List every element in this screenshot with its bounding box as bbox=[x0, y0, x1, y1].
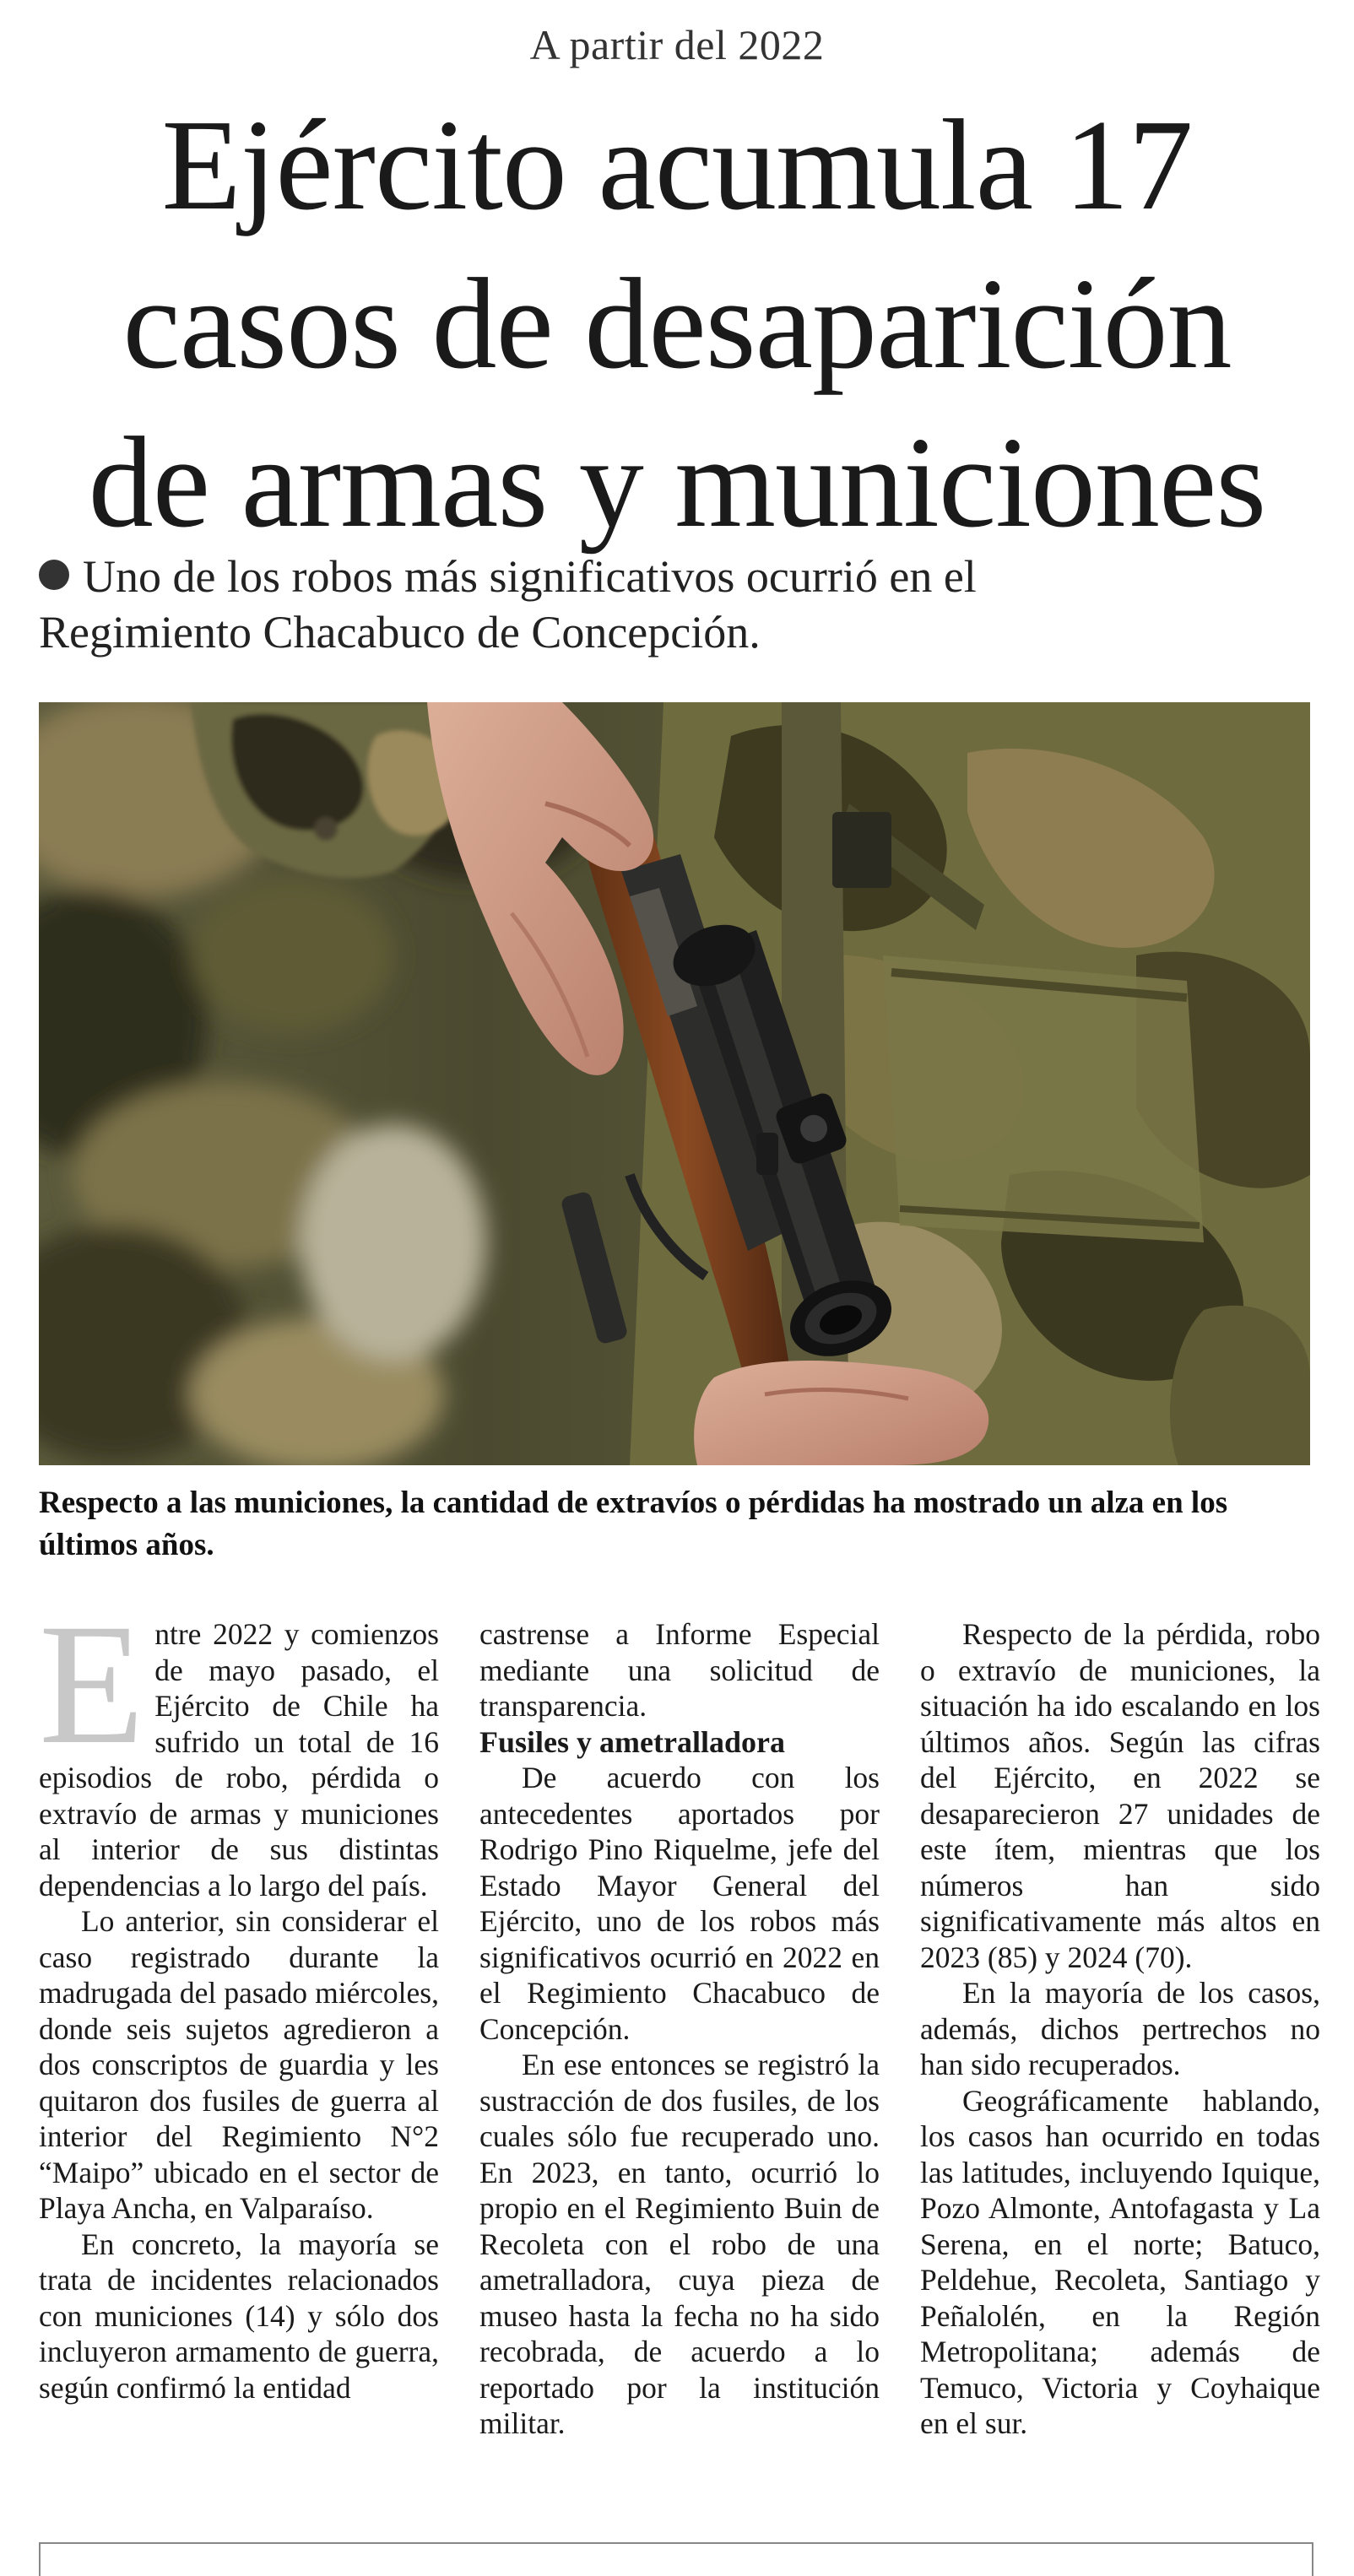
article-paragraph: Respecto de la pérdida, robo o extravío de municiones, la situación ha ido escalando en los últimos años. Según las cifras del Ejército, en 2022 se desaparecieron 27 unidades de este ítem, mientras que los números han sido significativamente más altos en 2023 (85) y 2024 (70). bbox=[920, 1617, 1320, 1974]
article-column-2 bbox=[479, 1616, 880, 2442]
article-paragraph: castrense a Informe Especial mediante una solicitud de transparencia. bbox=[479, 1617, 880, 1723]
article-paragraph: En concreto, la mayoría se trata de incidentes relacionados con municiones (14) y sólo dos incluyeron armamento de guerra, según confirmó la entidad bbox=[39, 2227, 439, 2405]
soldier-rifle-photo bbox=[39, 702, 1310, 1465]
headline-line-2: casos de desaparición bbox=[122, 252, 1232, 396]
deck bbox=[39, 549, 1305, 660]
headline bbox=[34, 86, 1320, 562]
deck-line-1: Uno de los robos más significativos ocurrió en el bbox=[83, 551, 977, 602]
article-paragraph: En la mayoría de los casos, además, dichos pertrechos no han sido recuperados. bbox=[920, 1976, 1320, 2081]
photo-caption: Respecto a las municiones, la cantidad de extravíos o pérdidas ha mostrado un alza en los últimos años. bbox=[39, 1486, 1228, 1562]
headline-line-1: Ejército acumula 17 bbox=[161, 94, 1193, 237]
drop-cap: E bbox=[39, 1588, 145, 1780]
bottom-border-left bbox=[39, 2542, 41, 2576]
kicker: A partir del 2022 bbox=[529, 21, 825, 68]
article-paragraph bbox=[39, 1588, 439, 1903]
article-paragraph: Lo anterior, sin considerar el caso registrado durante la madrugada del pasado miércoles, donde seis sujetos agredieron a dos conscriptos de guardia y les quitaron dos fusiles de guerra al interior del Regimiento N°2 “Maipo” ubicado en el sector de Playa Ancha, en Valparaíso. bbox=[39, 1904, 439, 2225]
article-body bbox=[39, 1588, 1320, 2528]
article-column-1 bbox=[39, 1588, 439, 2406]
bottom-border-right bbox=[1312, 2542, 1313, 2576]
deck-line-2: Regimiento Chacabuco de Concepción. bbox=[39, 607, 761, 658]
bullet-icon bbox=[39, 560, 69, 590]
article-paragraph: De acuerdo con los antecedentes aportados por Rodrigo Pino Riquelme, jefe del Estado Mayor General del Ejército, uno de los robos más significativos ocurrió en 2022 en el Regimiento Chacabuco de Concepción. bbox=[479, 1761, 880, 2046]
bottom-border bbox=[39, 2542, 1313, 2544]
section-subheading: Fusiles y ametralladora bbox=[479, 1724, 785, 1759]
article-column-3 bbox=[920, 1616, 1320, 2442]
paragraph-text: ntre 2022 y comienzos de mayo pasado, el Ejército de Chile ha sufrido un total de 16 episodios de robo, pérdida o extravío de armas y municiones al interior de sus distintas dependencias a lo largo del país. bbox=[39, 1617, 439, 1902]
article-paragraph: Geográficamente hablando, los casos han ocurrido en todas las latitudes, incluyendo Iquique, Pozo Almonte, Antofagasta y La Serena, en el norte; Batuco, Peldehue, Recoleta, Santiago y Peñalolén, en la Región Metropolitana; además de Temuco, Victoria y Coyhaique en el sur. bbox=[920, 2083, 1320, 2440]
article-paragraph: En ese entonces se registró la sustracción de dos fusiles, de los cuales sólo fue recuperado uno. En 2023, en tanto, ocurrió lo propio en el Regimiento Buin de Recoleta con el robo de una ametralladora, cuya pieza de museo hasta la fecha no ha sido recobrada, de acuerdo a lo reportado por la institución militar. bbox=[479, 2048, 880, 2440]
headline-line-3: de armas y municiones bbox=[88, 411, 1266, 555]
